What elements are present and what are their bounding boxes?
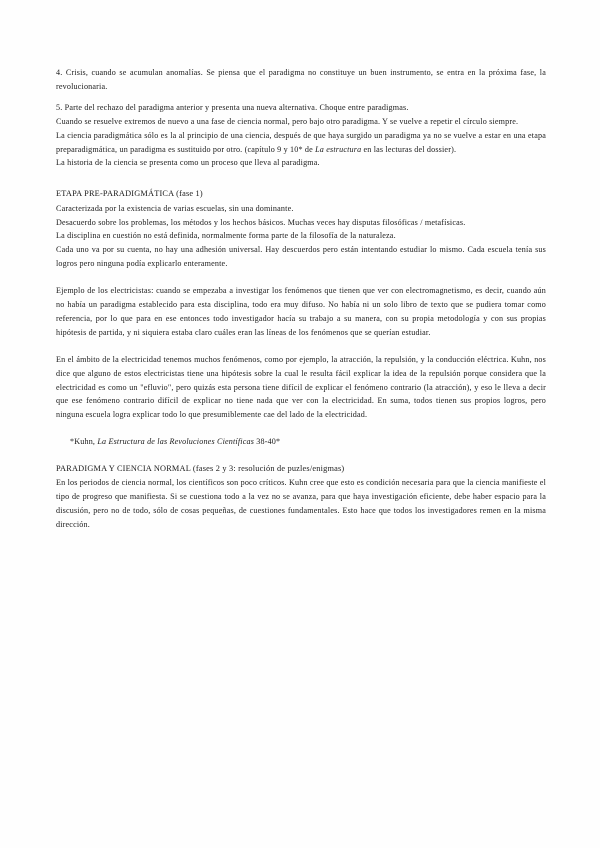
spacer (56, 422, 546, 435)
paragraph-crisis: 4. Crisis, cuando se acumulan anomalías. Se piensa que el paradigma no constituye un buen instrumento, se entra en la próxima fase, la revolucionaria. (56, 68, 546, 91)
spacer (56, 449, 546, 462)
paragraph-disciplina: La disciplina en cuestión no está definida, normalmente forma parte de la filosofía de la naturaleza. (56, 231, 396, 241)
paragraph-periodos-ciencia-normal: En los periodos de ciencia normal, los científicos son poco críticos. Kuhn cree que esto es condición necesaria para que la ciencia manifieste el tipo de progreso que manifiesta. Si se cuestiona todo a la vez no se avanza, para que haya investigación eficiente, debe haber espacio para la discusión, pero no de todo, sólo de cosas pequeñas, de cuestiones fundamentales. Esto hace que todos los investigadores remen en la misma dirección. (56, 478, 546, 530)
paragraph-ambito-electricidad: En el ámbito de la electricidad tenemos muchos fenómenos, como por ejemplo, la atracción, la repulsión, y la conducción eléctrica. Kuhn, nos dice que alguno de estos electricistas tiene una hipótesis sobre la cual le resulta fácil explicar la idea de la repulsión porque considera que la electricidad es como un "efluvio", pero quizás esta persona tiene difícil de explicar el fenómeno contrario (la atracción), y eso le lleva a decir que ese fenómeno contrario difícil de explicar no tiene nada que ver con la electricidad. En suma, todos tienen sus propios logros, pero ninguna escuela logra explicar todo lo que presumiblemente cae del lado de la electricidad. (56, 354, 546, 420)
paragraph-ejemplo-electricistas: Ejemplo de los electricistas: cuando se empezaba a investigar los fenómenos que tienen que ver con electromagnetismo, es decir, cuando aún no había un paradigma establecido para esta disciplina, todo era muy difuso. No había ni un solo libro de texto que se pudiera tomar como referencia, por lo que para en ese entonces todo investigador hacía su trabajo a su manera, con su propia metodología y con sus propias hipótesis de partida, y ni siquiera estaba claro cuáles eran las líneas de los fenómenos que se querían estudiar. (56, 286, 546, 337)
text-before-citation: La ciencia paradigmática sólo es la al principio de una ciencia, después de que haya surgido un paradigma ya no se vuelve a estar en una etapa preparadigmática, un paradigma es sustituido por otro. (capítulo 9 y 10* de (56, 130, 546, 154)
heading-etapa-pre-paradigmatica: ETAPA PRE-PARADIGMÁTICA (fase 1) (56, 189, 203, 199)
spacer (56, 170, 546, 187)
paragraph-rechazo: 5. Parte del rechazo del paradigma anterior y presenta una nueva alternativa. Choque entre paradigmas. (56, 102, 409, 112)
citation-title: La Estructura de las Revoluciones Científicas (97, 437, 255, 447)
citation-prefix: *Kuhn, (70, 437, 98, 447)
citation-pages: 38-40* (254, 437, 281, 447)
paragraph-resuelve: Cuando se resuelve extremos de nuevo a una fase de ciencia normal, pero bajo otro paradigma. Y se vuelve a repetir el círculo siempre. (56, 116, 519, 126)
paragraph-caracterizada: Caracterizada por la existencia de varias escuelas, sin una dominante. (56, 203, 294, 213)
citation-kuhn (56, 435, 546, 449)
italic-book-title: La estructura (315, 144, 362, 154)
spacer (56, 94, 546, 101)
heading-paradigma-ciencia-normal: PARADIGMA Y CIENCIA NORMAL (fases 2 y 3: resolución de puzles/enigmas) (56, 464, 345, 474)
spacer (56, 340, 546, 353)
spacer (56, 271, 546, 284)
paragraph-historia: La historia de la ciencia se presenta como un proceso que lleva al paradigma. (56, 158, 320, 168)
paragraph-ciencia-paradigmatica (56, 129, 546, 157)
text-after-citation: en las lecturas del dossier). (361, 144, 457, 154)
paragraph-cada-uno: Cada uno va por su cuenta, no hay una adhesión universal. Hay descuerdos pero están intentando estudiar lo mismo. Cada escuela tenía sus logros pero ninguna podía explicarlo enteramente. (56, 245, 546, 269)
document-body (56, 66, 546, 532)
paragraph-desacuerdo: Desacuerdo sobre los problemas, los métodos y los hechos básicos. Muchas veces hay disputas filosóficas / metafísicas. (56, 217, 466, 227)
